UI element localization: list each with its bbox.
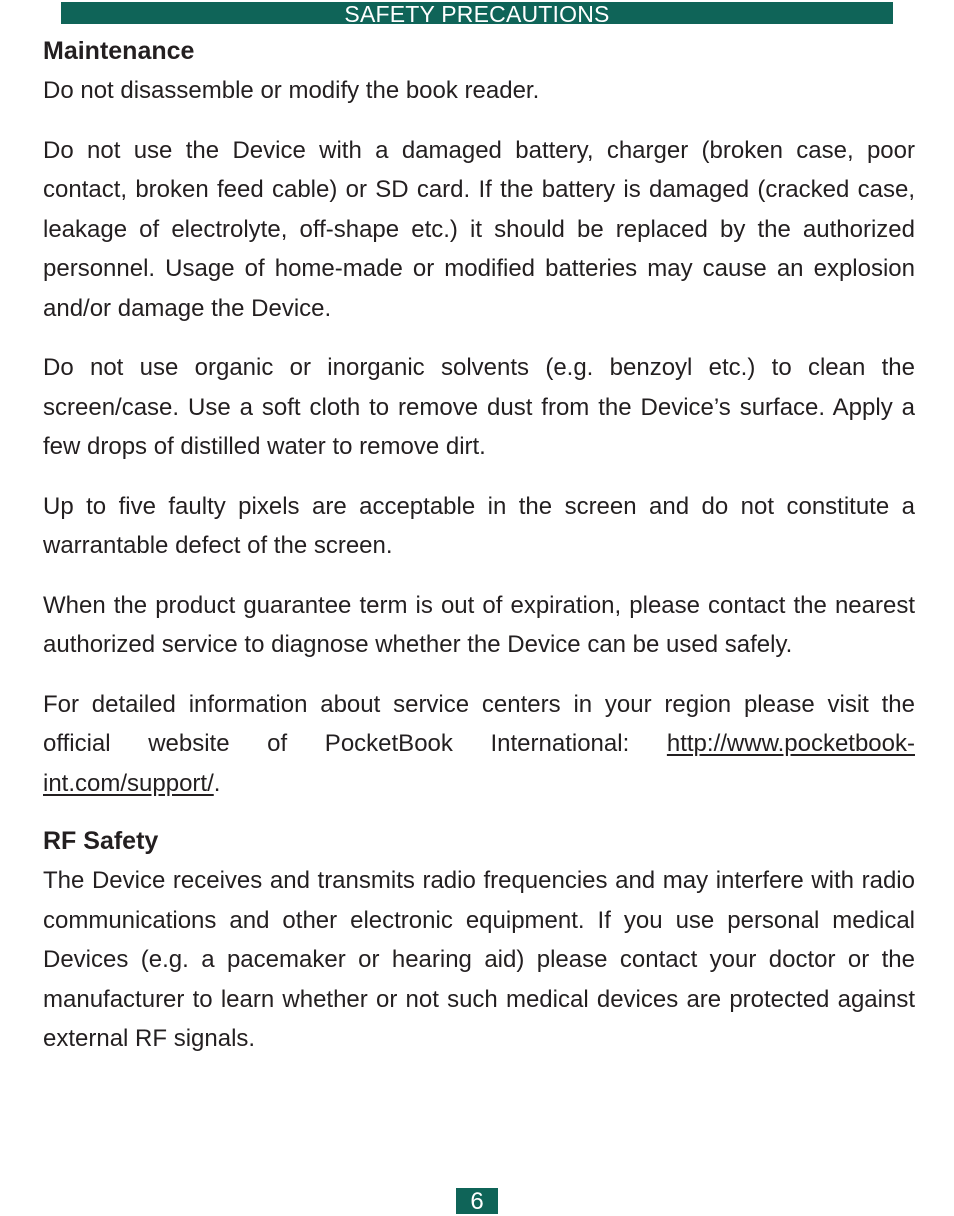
- paragraph: Do not disassemble or modify the book reader.: [43, 77, 540, 104]
- paragraph: When the product guarantee term is out of expiration, please contact the nearest authorized service to diagnose whether the Device can be used safely.: [43, 591, 915, 658]
- paragraph: Do not use the Device with a damaged battery, charger (broken case, poor contact, broken feed cable) or SD card. If the battery is damaged (cracked case, leakage of electrolyte, off-shape etc.) it should be replaced by the authorized personnel. Usage of home-made or modified batteries may cause an explosion and/or damage the Device.: [43, 136, 915, 322]
- support-paragraph: [43, 685, 915, 804]
- page-number-badge: [456, 1188, 498, 1214]
- support-period: .: [213, 769, 221, 797]
- paragraph: Up to five faulty pixels are acceptable in the screen and do not constitute a warrantable defect of the screen.: [43, 492, 915, 559]
- section-title: SAFETY PRECAUTIONS: [344, 1, 610, 27]
- support-link[interactable]: http://www.pocketbook-int.com/support/: [43, 730, 915, 797]
- maintenance-heading: Maintenance: [43, 37, 195, 65]
- page-number: 6: [470, 1188, 484, 1215]
- support-text: For detailed information about service centers in your region please visit the official website of PocketBook International:: [43, 690, 915, 757]
- paragraph: The Device receives and transmits radio frequencies and may interfere with radio communications and other electronic equipment. If you use personal medical Devices (e.g. a pacemaker or hearing aid) please contact your doctor or the manufacturer to learn whether or not such medical devices are protected against external RF signals.: [43, 867, 915, 1052]
- page-content: [43, 31, 915, 1079]
- paragraph: Do not use organic or inorganic solvents (e.g. benzoyl etc.) to clean the screen/case. Use a soft cloth to remove dust from the Device’s surface. Apply a few drops of distilled water to remove dirt.: [43, 354, 915, 460]
- section-header: [61, 1, 893, 27]
- rf-safety-heading: RF Safety: [43, 827, 159, 855]
